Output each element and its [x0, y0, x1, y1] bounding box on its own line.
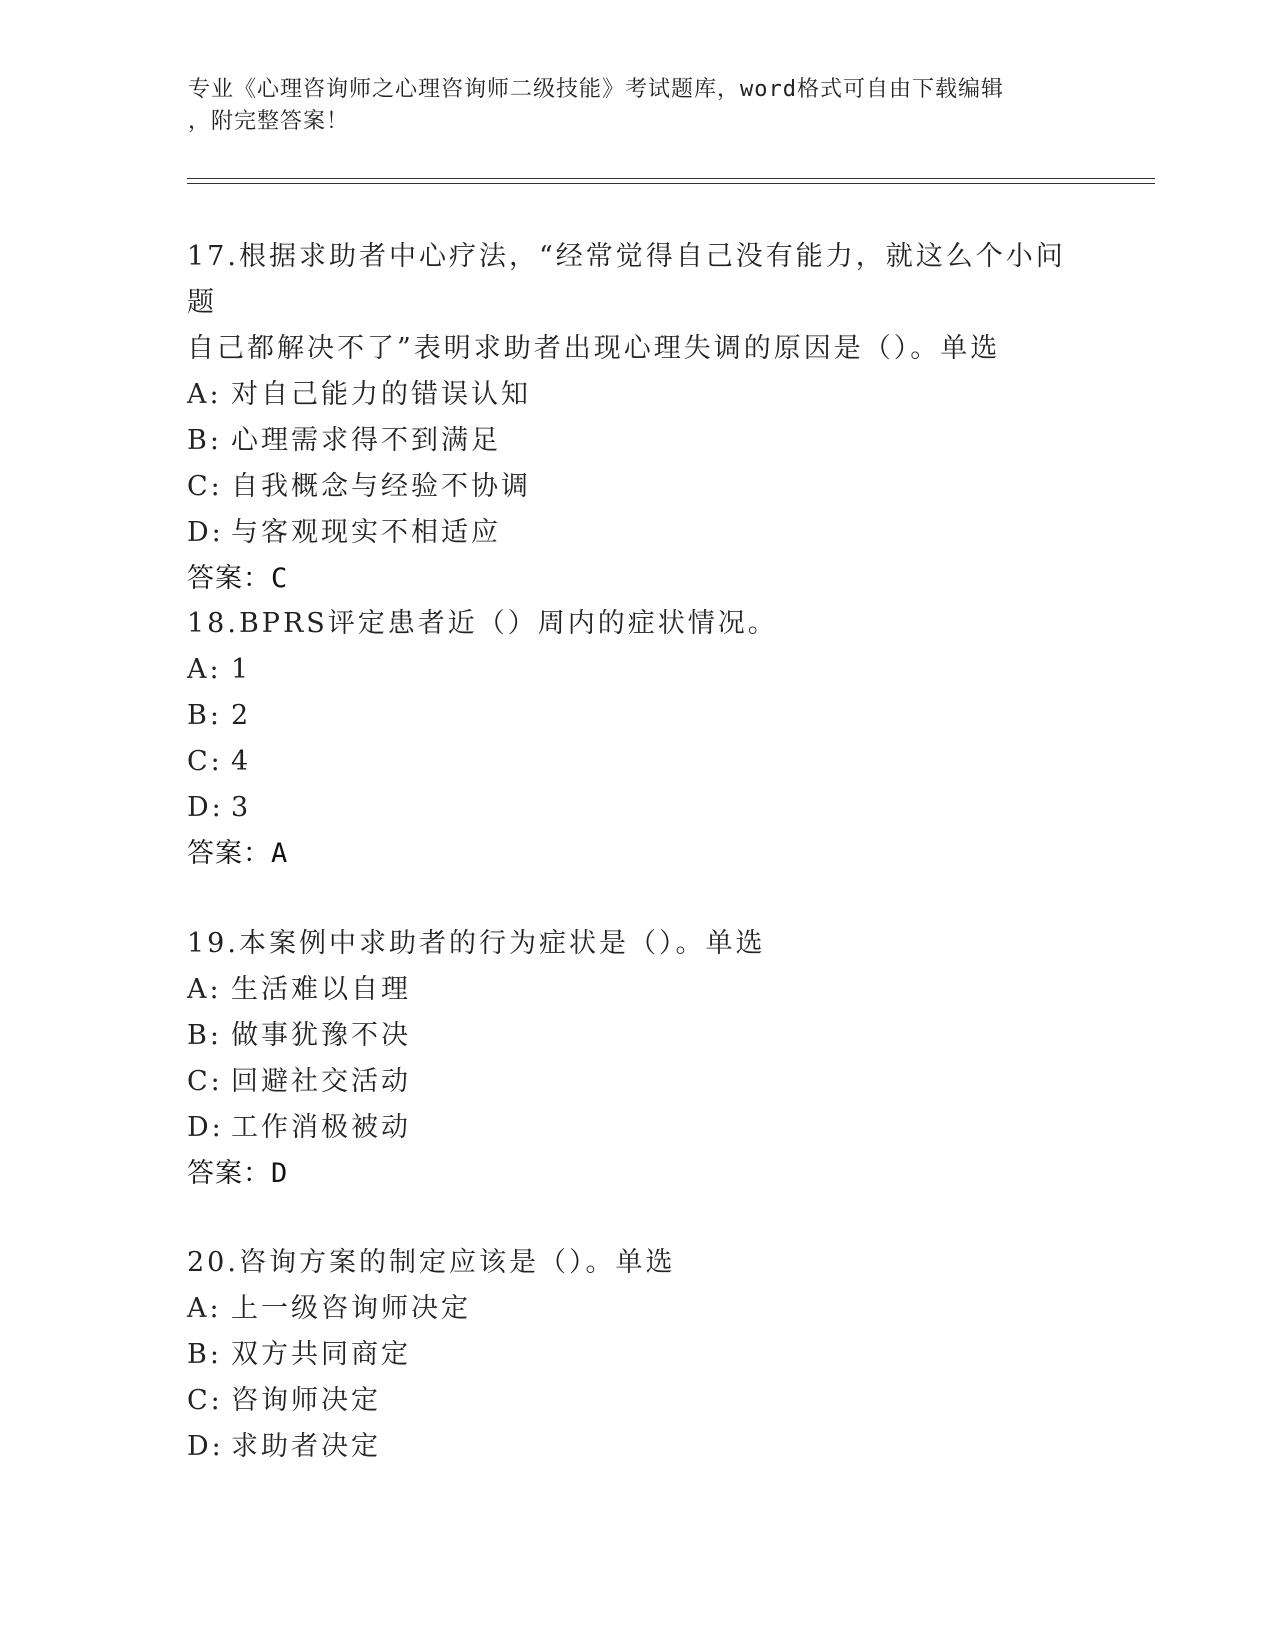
option-letter: A:: [187, 379, 222, 410]
option-text: 2: [231, 700, 252, 731]
option-letter: C:: [187, 1385, 223, 1416]
option-text: 3: [231, 792, 252, 823]
answer-line: [187, 556, 1087, 602]
question-17: [187, 234, 1087, 602]
option-b: [187, 418, 1087, 464]
question-19: [187, 921, 1087, 1197]
header-title-line1: 专业《心理咨询师之心理咨询师二级技能》考试题库，word格式可自由下载编辑: [188, 77, 1004, 102]
option-letter: C:: [187, 1066, 223, 1097]
question-stem: [187, 601, 1087, 647]
option-letter: C:: [187, 746, 223, 777]
answer-line: [187, 831, 1087, 877]
option-text: 心理需求得不到满足: [231, 425, 501, 456]
question-20: [187, 1240, 1087, 1470]
option-b: [187, 693, 1087, 739]
option-letter: A:: [187, 1293, 222, 1324]
option-letter: D:: [187, 792, 224, 823]
option-letter: D:: [187, 1112, 224, 1143]
question-stem-line1: 18.BPRS评定患者近（）周内的症状情况。: [187, 608, 778, 639]
answer-label: 答案：: [187, 563, 271, 594]
question-stem-line1: 17.根据求助者中心疗法，“经常觉得自己没有能力，就这么个小问题: [187, 241, 1066, 318]
option-text: 双方共同商定: [231, 1339, 411, 1370]
option-letter: B:: [187, 425, 222, 456]
answer-value: C: [271, 563, 289, 594]
option-c: [187, 1059, 1087, 1105]
option-text: 上一级咨询师决定: [231, 1293, 471, 1324]
option-text: 1: [231, 654, 252, 685]
option-a: [187, 647, 1087, 693]
option-text: 工作消极被动: [231, 1112, 411, 1143]
question-stem-line2: 自己都解决不了”表明求助者出现心理失调的原因是（）。单选: [187, 333, 1001, 364]
question-stem: [187, 234, 1087, 372]
option-a: [187, 372, 1087, 418]
option-c: [187, 739, 1087, 785]
option-c: [187, 464, 1087, 510]
option-text: 做事犹豫不决: [231, 1020, 411, 1051]
option-a: [187, 967, 1087, 1013]
option-d: [187, 785, 1087, 831]
option-text: 自我概念与经验不协调: [231, 471, 531, 502]
option-letter: D:: [187, 517, 224, 548]
option-c: [187, 1378, 1087, 1424]
option-text: 生活难以自理: [231, 974, 411, 1005]
option-b: [187, 1013, 1087, 1059]
answer-label: 答案：: [187, 838, 271, 869]
option-letter: A:: [187, 974, 222, 1005]
question-stem-line1: 19.本案例中求助者的行为症状是（）。单选: [187, 928, 766, 959]
header-divider-top: [187, 178, 1155, 179]
option-d: [187, 1105, 1087, 1151]
answer-line: [187, 1151, 1087, 1197]
option-letter: B:: [187, 700, 222, 731]
answer-value: A: [271, 838, 289, 869]
header-title-line2: ，附完整答案！: [188, 109, 350, 134]
answer-value: D: [271, 1158, 289, 1189]
option-text: 4: [231, 746, 252, 777]
question-stem: [187, 921, 1087, 967]
option-letter: B:: [187, 1020, 222, 1051]
option-d: [187, 510, 1087, 556]
option-letter: B:: [187, 1339, 222, 1370]
option-text: 对自己能力的错误认知: [231, 379, 531, 410]
option-letter: C:: [187, 471, 223, 502]
option-b: [187, 1332, 1087, 1378]
option-text: 回避社交活动: [231, 1066, 411, 1097]
option-d: [187, 1424, 1087, 1470]
answer-label: 答案：: [187, 1158, 271, 1189]
option-text: 求助者决定: [231, 1431, 381, 1462]
question-18: [187, 601, 1087, 877]
question-stem: [187, 1240, 1087, 1286]
option-text: 咨询师决定: [231, 1385, 381, 1416]
option-text: 与客观现实不相适应: [231, 517, 501, 548]
document-header: [188, 74, 1068, 138]
option-letter: D:: [187, 1431, 224, 1462]
option-letter: A:: [187, 654, 222, 685]
header-divider-bottom: [187, 183, 1155, 184]
option-a: [187, 1286, 1087, 1332]
question-stem-line1: 20.咨询方案的制定应该是（）。单选: [187, 1247, 676, 1278]
